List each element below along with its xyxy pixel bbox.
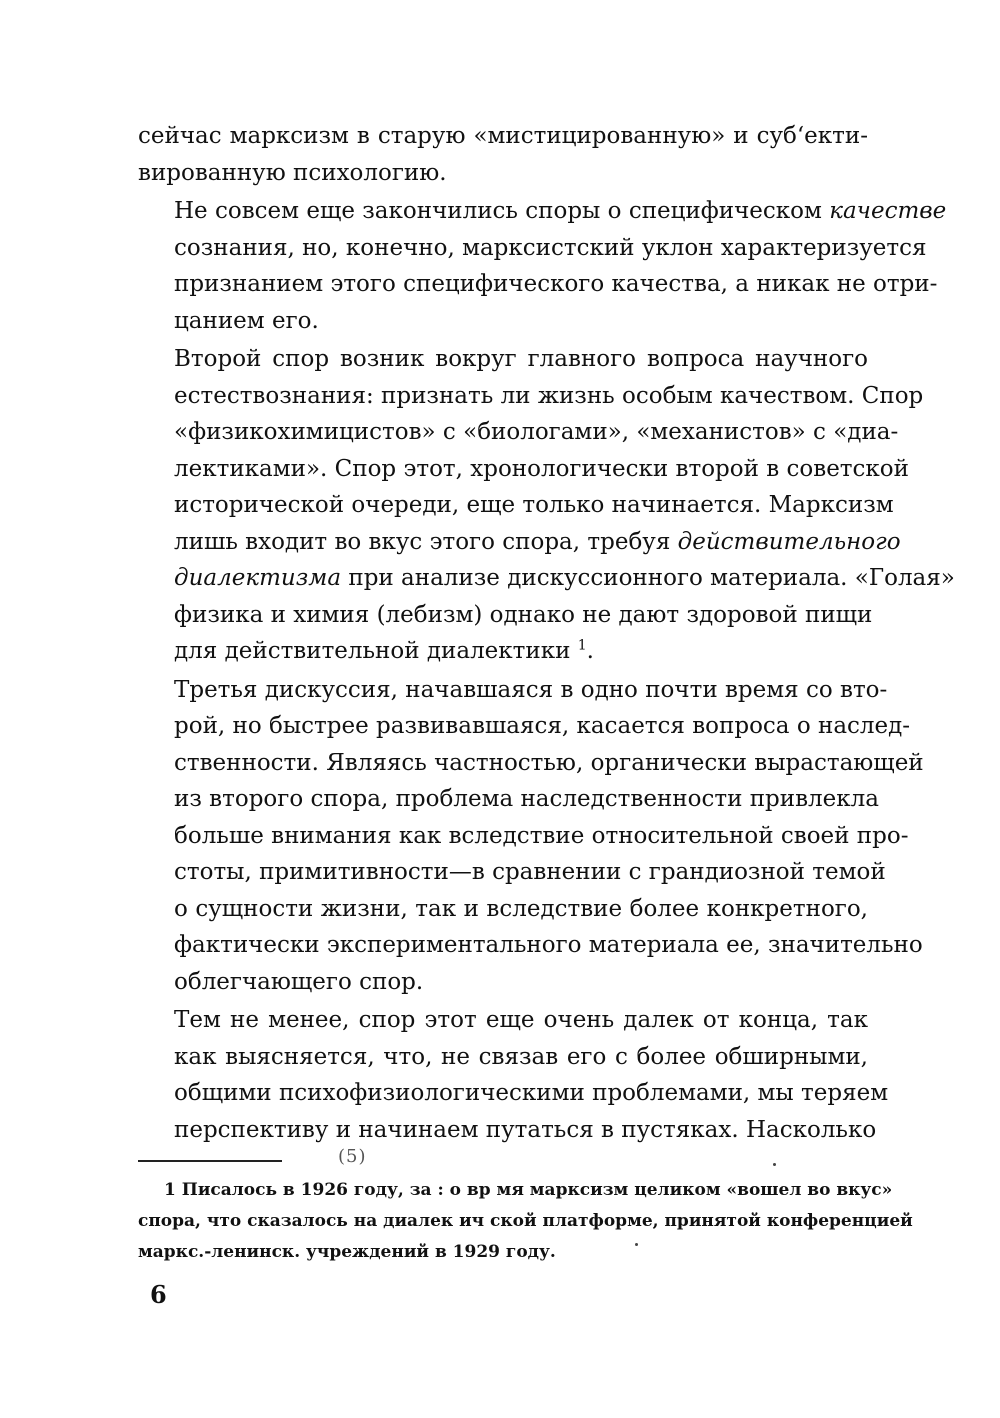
text-line: цанием его.	[174, 307, 319, 334]
text-line: Второй спор возник вокруг главного вопроса научного	[174, 346, 868, 372]
footnote	[138, 1175, 913, 1268]
emphasis-text: качестве	[829, 198, 947, 224]
text-fragment: Не совсем еще закончились споры о специфическом	[174, 198, 822, 224]
footnote-divider	[138, 1160, 282, 1162]
text-line: облегчающего спор.	[174, 968, 424, 995]
page-mark: (5)	[338, 1146, 367, 1167]
text-line: лектиками». Спор этот, хронологически второй в советской	[174, 455, 909, 482]
text-line	[138, 193, 947, 230]
text-line: из второго спора, проблема наследственности привлекла	[174, 786, 879, 812]
text-line: «физикохимицистов» с «биологами», «механистов» с «диа-	[174, 419, 899, 445]
text-line: сознания, но, конечно, марксистский уклон характеризуется	[174, 234, 927, 261]
ink-speck	[773, 1163, 776, 1166]
footnote-line: маркс.-ленинск. учреждений в 1929 году.	[138, 1242, 556, 1262]
main-text	[138, 118, 955, 1150]
paragraph-1	[138, 118, 868, 191]
text-line: стоты, примитивности—в сравнении с грандиозной темой	[174, 859, 886, 885]
text-line: рой, но быстрее развивавшаяся, касается вопроса о наслед-	[174, 713, 911, 739]
text-line: как выясняется, что, не связав его с более обширными,	[174, 1043, 868, 1070]
text-line: ственности. Являясь частностью, органически вырастающей	[174, 749, 924, 776]
text-line: физика и химия (лебизм) однако не дают здоровой пищи	[174, 601, 873, 628]
text-line: перспективу и начинаем путаться в пустяках. Насколько	[174, 1116, 877, 1143]
emphasis-text: диалектизма	[174, 565, 342, 591]
text-fragment: лишь входит во вкус этого спора, требуя	[174, 528, 671, 555]
text-line: исторической очереди, еще только начинается. Марксизм	[174, 492, 894, 518]
text-fragment: при анализе дискуссионного материала. «Голая»	[348, 565, 955, 591]
text-line: о сущности жизни, так и вследствие более конкретного,	[174, 895, 868, 922]
paragraph-5	[138, 1002, 889, 1148]
footnote-line: спора, что сказалось на диалек ич ской платформе, принятой конференцией	[138, 1211, 913, 1231]
footnote-reference[interactable]: 1	[577, 637, 587, 654]
text-line: Третья дискуссия, начавшаяся в одно почти время со вто-	[174, 676, 888, 703]
page-number: 6	[150, 1280, 167, 1309]
text-line: Тем не менее, спор этот еще очень далек от конца, так	[174, 1007, 868, 1033]
text-line: общими психофизиологическими проблемами, мы теряем	[174, 1080, 889, 1106]
paragraph-2	[138, 193, 947, 339]
footnote-marker: 1	[164, 1180, 176, 1200]
text-fragment: Писалось в 1926 году, за : о вр мя марксизм целиком «вошел во вкус»	[181, 1180, 893, 1200]
footnote-line	[138, 1175, 893, 1206]
paragraph-3	[138, 341, 955, 670]
text-line	[138, 560, 955, 597]
text-line: больше внимания как вследствие относительной своей про-	[174, 822, 909, 849]
text-line: сейчас марксизм в старую «мистицированную» и суб‘екти-	[138, 123, 868, 149]
text-line: признанием этого специфического качества, а никак не отри-	[174, 271, 938, 297]
text-line: для действительной диалектики $^1$.	[174, 637, 594, 664]
emphasis-text: действительного	[677, 528, 901, 555]
text-line: естествознания: признать ли жизнь особым качеством. Спор	[174, 382, 924, 409]
paragraph-4	[138, 672, 924, 1001]
text-fragment: для действительной диалектики	[174, 638, 571, 664]
text-line: фактически экспериментального материала ее, значительно	[174, 932, 923, 958]
text-line: вированную психологию.	[138, 159, 447, 186]
text-line	[138, 524, 901, 561]
